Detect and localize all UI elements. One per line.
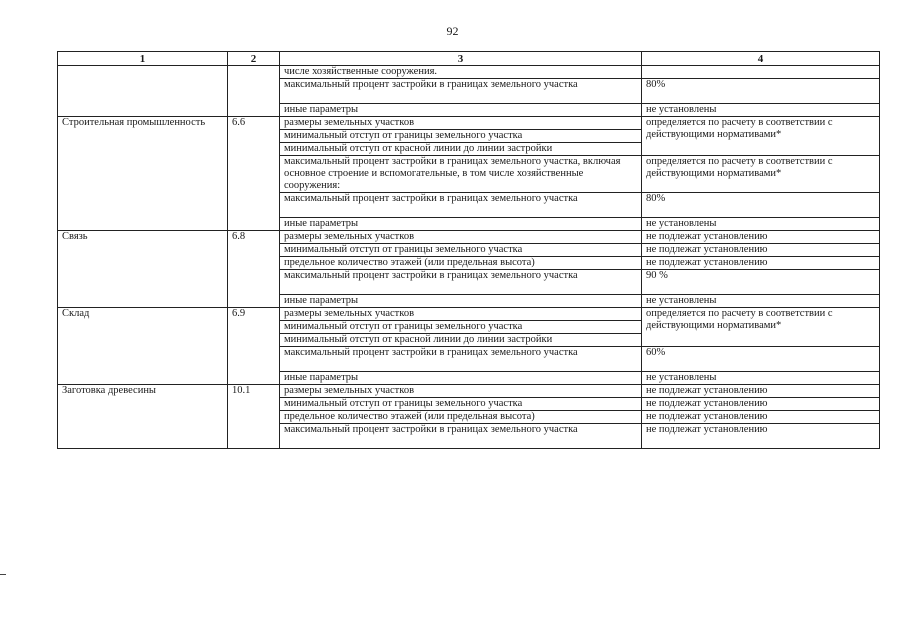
use-type-cell: Строительная промышленность bbox=[58, 117, 228, 231]
parameter-cell: минимальный отступ от границы земельного участка bbox=[280, 398, 642, 411]
value-cell: определяется по расчету в соответствии с действующими нормативами* bbox=[642, 117, 880, 156]
parameter-cell: предельное количество этажей (или предельная высота) bbox=[280, 257, 642, 270]
table-row bbox=[58, 117, 880, 130]
parameter-cell: максимальный процент застройки в границах земельного участка bbox=[280, 424, 642, 449]
parameter-cell: максимальный процент застройки в границах земельного участка bbox=[280, 347, 642, 372]
value-cell: определяется по расчету в соответствии с действующими нормативами* bbox=[642, 308, 880, 347]
parameter-cell: иные параметры bbox=[280, 104, 642, 117]
table-row bbox=[58, 385, 880, 398]
column-header-3: 3 bbox=[280, 52, 642, 66]
parameter-cell: минимальный отступ от красной линии до линии застройки bbox=[280, 143, 642, 156]
value-cell: не подлежат установлению bbox=[642, 398, 880, 411]
parameter-cell: размеры земельных участков bbox=[280, 117, 642, 130]
table-header-row bbox=[58, 52, 880, 66]
column-header-4: 4 bbox=[642, 52, 880, 66]
parameter-cell: размеры земельных участков bbox=[280, 385, 642, 398]
value-cell: не подлежат установлению bbox=[642, 411, 880, 424]
value-cell bbox=[642, 66, 880, 79]
value-cell: 90 % bbox=[642, 270, 880, 295]
use-code-cell: 6.8 bbox=[228, 231, 280, 308]
parameter-cell: числе хозяйственные сооружения. bbox=[280, 66, 642, 79]
land-use-parameters-table bbox=[57, 51, 880, 449]
parameter-cell: минимальный отступ от границы земельного участка bbox=[280, 244, 642, 257]
parameter-cell: минимальный отступ от границы земельного участка bbox=[280, 130, 642, 143]
value-cell: определяется по расчету в соответствии с действующими нормативами* bbox=[642, 156, 880, 193]
use-code-cell: 10.1 bbox=[228, 385, 280, 449]
parameter-cell: предельное количество этажей (или предельная высота) bbox=[280, 411, 642, 424]
use-type-cell: Заготовка древесины bbox=[58, 385, 228, 449]
table-row bbox=[58, 66, 880, 79]
parameter-cell: максимальный процент застройки в границах земельного участка, включая основное строение и вспомогательные, в том числе хозяйственные сооружения: bbox=[280, 156, 642, 193]
table-body bbox=[58, 66, 880, 449]
value-cell: не подлежат установлению bbox=[642, 257, 880, 270]
use-code-cell: 6.9 bbox=[228, 308, 280, 385]
parameter-cell: минимальный отступ от красной линии до линии застройки bbox=[280, 334, 642, 347]
parameter-cell: иные параметры bbox=[280, 372, 642, 385]
value-cell: не установлены bbox=[642, 372, 880, 385]
column-header-1: 1 bbox=[58, 52, 228, 66]
value-cell: не подлежат установлению bbox=[642, 231, 880, 244]
table-row bbox=[58, 231, 880, 244]
value-cell: не подлежат установлению bbox=[642, 244, 880, 257]
parameter-cell: иные параметры bbox=[280, 218, 642, 231]
parameter-cell: минимальный отступ от границы земельного участка bbox=[280, 321, 642, 334]
use-type-cell: Склад bbox=[58, 308, 228, 385]
use-type-cell bbox=[58, 66, 228, 117]
parameter-cell: размеры земельных участков bbox=[280, 308, 642, 321]
value-cell: не установлены bbox=[642, 218, 880, 231]
column-header-2: 2 bbox=[228, 52, 280, 66]
parameter-cell: иные параметры bbox=[280, 295, 642, 308]
use-code-cell: 6.6 bbox=[228, 117, 280, 231]
parameter-cell: максимальный процент застройки в границах земельного участка bbox=[280, 79, 642, 104]
page-number: 92 bbox=[446, 24, 459, 38]
value-cell: 80% bbox=[642, 79, 880, 104]
value-cell: не подлежат установлению bbox=[642, 385, 880, 398]
use-code-cell bbox=[228, 66, 280, 117]
use-type-cell: Связь bbox=[58, 231, 228, 308]
value-cell: не установлены bbox=[642, 104, 880, 117]
value-cell: 60% bbox=[642, 347, 880, 372]
value-cell: 80% bbox=[642, 193, 880, 218]
margin-mark bbox=[0, 574, 6, 575]
value-cell: не установлены bbox=[642, 295, 880, 308]
parameter-cell: размеры земельных участков bbox=[280, 231, 642, 244]
table-row bbox=[58, 308, 880, 321]
value-cell: не подлежат установлению bbox=[642, 424, 880, 449]
parameter-cell: максимальный процент застройки в границах земельного участка bbox=[280, 270, 642, 295]
parameter-cell: максимальный процент застройки в границах земельного участка bbox=[280, 193, 642, 218]
